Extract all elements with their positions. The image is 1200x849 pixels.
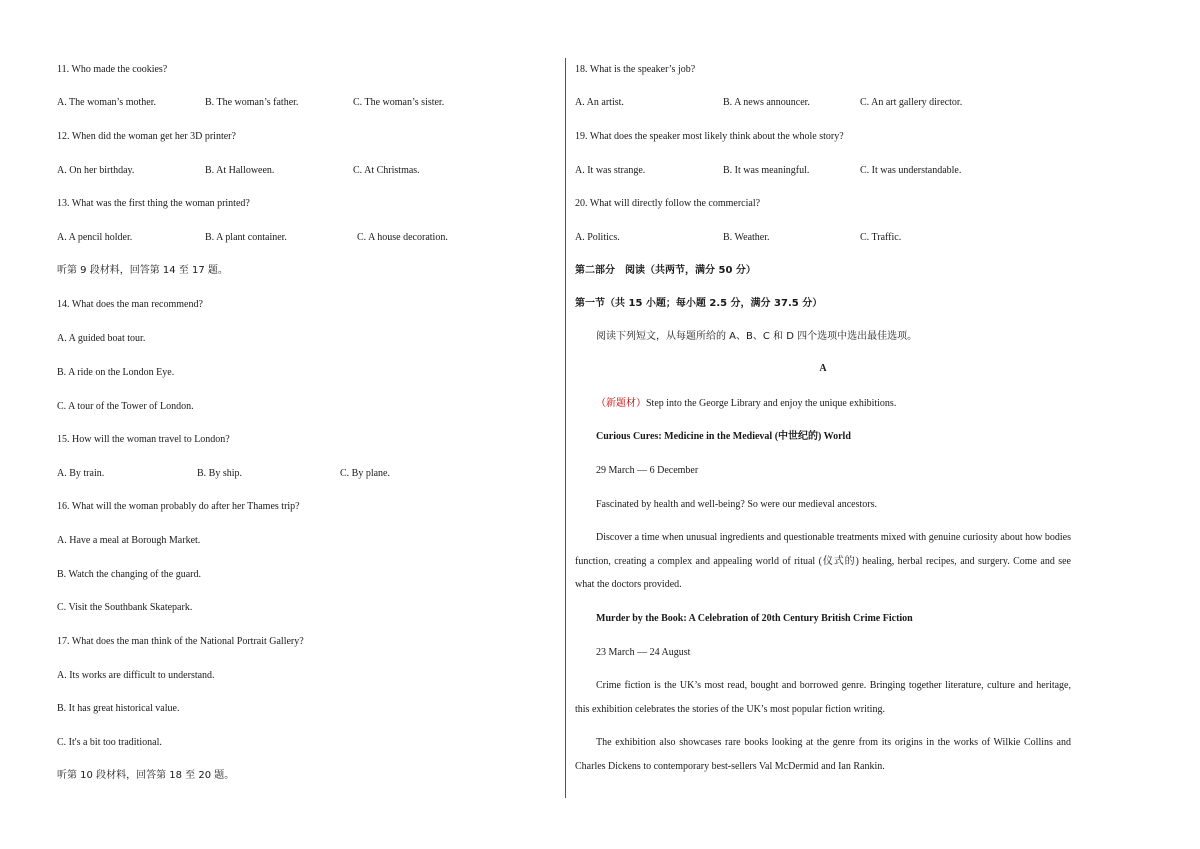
question-13-option-a: A. A pencil holder. — [57, 232, 133, 243]
question-11-option-b: B. The woman’s father. — [205, 97, 299, 108]
question-16-option-a: A. Have a meal at Borough Market. — [57, 535, 201, 546]
exhibition-2-para-2: The exhibition also showcases rare books looking at the genre from its origins in the works of Wilkie Collins and Charles Dickens to contemporary best-sellers Val McDermid and Ian Rankin. — [575, 737, 1071, 772]
question-14-option-b: B. A ride on the London Eye. — [57, 367, 175, 378]
question-16-option-c: C. Visit the Southbank Skatepark. — [57, 602, 193, 613]
question-20-option-b: B. Weather. — [723, 232, 770, 243]
question-15-option-a: A. By train. — [57, 468, 105, 479]
question-12-option-b: B. At Halloween. — [205, 165, 275, 176]
question-18-option-b: B. A news announcer. — [723, 97, 810, 108]
question-11-option-c: C. The woman’s sister. — [353, 97, 445, 108]
question-17-option-c: C. It's a bit too traditional. — [57, 737, 162, 748]
section-one-heading: 第一节（共 15 小题；每小题 2.5 分，满分 37.5 分） — [575, 298, 823, 309]
question-12-option-a: A. On her birthday. — [57, 165, 135, 176]
question-13-option-b: B. A plant container. — [205, 232, 287, 243]
question-16-stem: 16. What will the woman probably do after her Thames trip? — [57, 501, 300, 512]
exhibition-1-para-2: Discover a time when unusual ingredients and questionable treatments mixed with genuine curiosity about how bodies function, creating a complex and appealing world of ritual (仪式的) healing, herbal recipes, and surgery. Come and see what the doctors provided. — [575, 532, 1071, 590]
question-15-stem: 15. How will the woman travel to London? — [57, 434, 230, 445]
question-11-stem: 11. Who made the cookies? — [57, 64, 168, 75]
question-11-option-a: A. The woman’s mother. — [57, 97, 156, 108]
question-12-option-c: C. At Christmas. — [353, 165, 420, 176]
question-15-option-b: B. By ship. — [197, 468, 243, 479]
question-14-option-a: A. A guided boat tour. — [57, 333, 146, 344]
column-divider — [565, 58, 566, 798]
part-two-heading: 第二部分 阅读（共两节，满分 50 分） — [575, 265, 756, 276]
question-19-stem: 19. What does the speaker most likely think about the whole story? — [575, 131, 844, 142]
question-14-option-c: C. A tour of the Tower of London. — [57, 401, 194, 412]
question-19-option-c: C. It was understandable. — [860, 165, 962, 176]
exhibition-1-para-1: Fascinated by health and well-being? So were our medieval ancestors. — [596, 499, 878, 510]
question-15-option-c: C. By plane. — [340, 468, 390, 479]
question-14-stem: 14. What does the man recommend? — [57, 299, 203, 310]
section-10-instruction: 听第 10 段材料，回答第 18 至 20 题。 — [57, 770, 235, 781]
question-19-option-b: B. It was meaningful. — [723, 165, 810, 176]
passage-letter: A — [819, 363, 827, 374]
question-12-stem: 12. When did the woman get her 3D printer? — [57, 131, 236, 142]
question-18-stem: 18. What is the speaker’s job? — [575, 64, 696, 75]
exhibition-1-title: Curious Cures: Medicine in the Medieval (中世纪的) World — [596, 431, 851, 442]
question-13-stem: 13. What was the first thing the woman printed? — [57, 198, 250, 209]
question-17-option-b: B. It has great historical value. — [57, 703, 180, 714]
reading-instruction: 阅读下列短文，从每题所给的 A、B、C 和 D 四个选项中选出最佳选项。 — [596, 331, 918, 342]
exhibition-2-date: 23 March — 24 August — [596, 647, 691, 658]
question-18-option-c: C. An art gallery director. — [860, 97, 963, 108]
question-17-option-a: A. Its works are difficult to understand. — [57, 670, 215, 681]
question-20-option-c: C. Traffic. — [860, 232, 902, 243]
passage-intro: Step into the George Library and enjoy the unique exhibitions. — [646, 398, 897, 409]
exhibition-2-para-1: Crime fiction is the UK’s most read, bought and borrowed genre. Bringing together literature, culture and heritage, this exhibition celebrates the stories of the UK’s most popular fiction writing. — [575, 680, 1071, 715]
passage-intro-line — [596, 397, 896, 410]
exhibition-2-title: Murder by the Book: A Celebration of 20th Century British Crime Fiction — [596, 613, 913, 624]
question-13-option-c: C. A house decoration. — [357, 232, 448, 243]
section-9-instruction: 听第 9 段材料，回答第 14 至 17 题。 — [57, 265, 228, 276]
question-20-stem: 20. What will directly follow the commercial? — [575, 198, 761, 209]
new-material-tag: （新题材） — [596, 398, 646, 409]
question-20-option-a: A. Politics. — [575, 232, 620, 243]
exhibition-1-date: 29 March — 6 December — [596, 465, 699, 476]
question-16-option-b: B. Watch the changing of the guard. — [57, 569, 201, 580]
question-19-option-a: A. It was strange. — [575, 165, 646, 176]
question-18-option-a: A. An artist. — [575, 97, 624, 108]
question-17-stem: 17. What does the man think of the National Portrait Gallery? — [57, 636, 304, 647]
